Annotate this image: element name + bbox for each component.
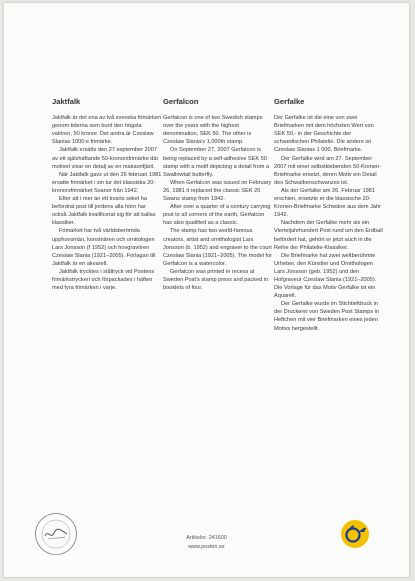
posthorn-logo-icon [340,519,370,549]
paragraph: Jaktfalk ersätts den 27 september 2007 av ett självhäftande 50-kronorsfrimärke där motivet visar en detalj av en makaonfjäril. [52,147,159,170]
website-url: www.posten.se [188,544,225,550]
paragraph: The stamp has two world-famous creators, artist and ornithologist Lars Jonsson (b. 1952) and engraver to the court Czeslaw Slania (1921–2005). The model for Gerfalcon is a watercolor. [163,228,273,267]
paragraph: När Jaktfalk gavs ut den 26 februari 1981 ersatte frimärket i sin tur det klassiska 20-kronorsfrimärket Svanor från 1942. [52,171,162,194]
paragraph: Der Gerfalke wird am 27. September 2007 mit einer selbstklebenden 50-Kronen-Briefmarke ersetzt, deren Motiv ein Detail des Schwalbenschwanzes ist. [274,155,381,186]
paragraph: Gerfalcon is one of two Swedish stamps over the years with the highest denomination, SEK 50. The other is Czeslaw Slania's 1,000th stamp. [163,115,263,146]
paragraph: Jaktfalk trycktes i ståltryck vid Postens frimärkstryckeri och förpackades i häften med fyra frimärken i varje. [52,268,155,292]
column-title: Jaktfalk [52,97,81,106]
column-english [163,98,273,292]
article-number: Artikelnr. 241600 [186,535,227,541]
paragraph: Jaktfalk är det ena av två svenska frimärken genom tiderna som burit den högsta valören, 50 kronor. Det andra är Czeslaw Slanias 1000:e frimärke. [52,115,162,146]
paragraph: Efter att i mer än ett kvarts sekel ha befordrat post till jordens alla hörn har också Jaktfalk kvalificerat sig för att kallas klassiker. [52,196,156,227]
paragraph: When Gerfalcon was issued on February 26, 1981 it replaced the classic SEK 20 Swans stamp from 1942. [163,179,272,203]
paragraph: Nachdem der Gerfalke mehr als ein Vierteljahrhundert Post rund um den Erdball befördert hat, gehört er jetzt auch in die Reihe der Philatelie-Klassiker. [274,220,383,251]
column-title: Gerfalke [274,97,305,106]
paragraph: Frimärket har två världsberömda upphovsmän, konstnären och ornitologen Lars Jonsson (f 1952) och hovgravören Czeslaw Slania (1921–2005). Förlagan till Jaktfalk är en akvarell. [52,228,156,267]
column-title: Gerfalcon [163,97,199,106]
paragraph: After over a quarter of a century carrying post to all corners of the earth, Gerfalcon has also qualified as a classic. [163,204,271,227]
column-swedish [52,98,162,292]
paragraph: Die Briefmarke hat zwei weltberühmte Urheber, den Künstler und Ornithologen Lars Jonsson (geb. 1952) und den Hofgraveur Czeslaw Slania (1921–2005). Die Vorlage für das Motiv Gerfalke ist ein Aquarell. [274,252,377,300]
paragraph: On September 27, 2007 Gerfalcon is being replaced by a self-adhesive SEK 50 stamp with a motif depicting a detail from a Swallowtail butterfly. [163,147,270,178]
paragraph: Der Gerfalke ist die eine von zwei Briefmarken mit dem höchsten Wert von SEK 50,- in der Geschichte der schwedischen Philatelie. Die andere ist Czeslaw Slanias 1 000. Briefmarke. [274,115,374,154]
column-german [274,98,384,333]
info-sheet [4,3,409,577]
paragraph: Als der Gerfalke am 26. Februar 1981 erschien, ersetzte er die klassische 20-Kronen-Briefmarke Schwäne aus dem Jahr 1942. [274,187,381,219]
paragraph: Der Gerfalke wurde im Stichtiefdruck in der Druckerei von Sweden Post Stamps in Heftchen mit vier Briefmarken eines jeden Motivs hergestellt. [274,301,380,332]
paragraph: Gerfalcon was printed in recess at Sweden Post's stamp press and packed in booklets of four. [163,268,269,292]
